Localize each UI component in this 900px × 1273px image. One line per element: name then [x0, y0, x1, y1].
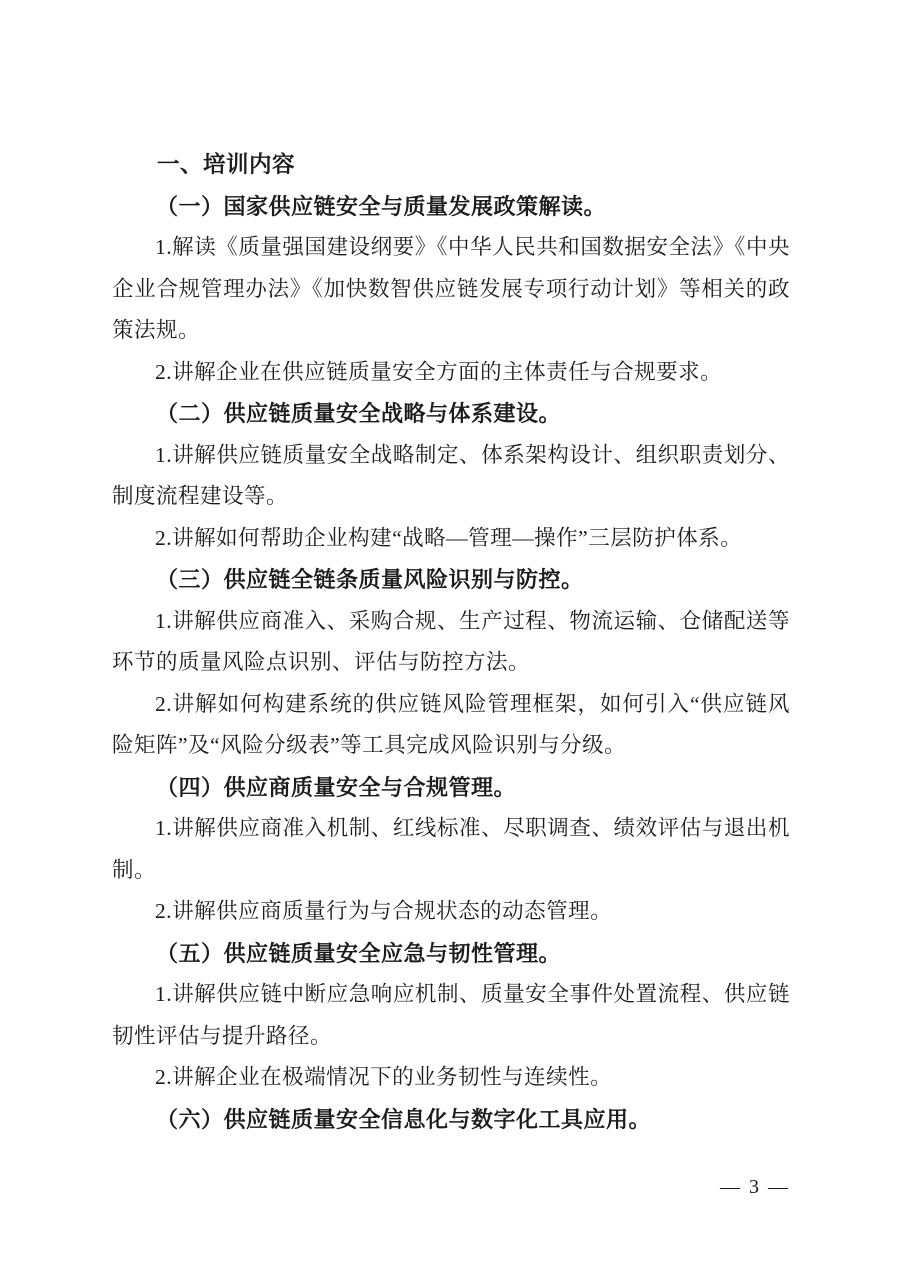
section-heading: （四）供应商质量安全与合规管理。	[156, 774, 517, 800]
section-heading: （三）供应链全链条质量风险识别与防控。	[156, 567, 584, 592]
body-paragraph: 1.解读《质量强国建设纲要》《中华人民共和国数据安全法》《中央企业合规管理办法》《加快数智供应链发展专项行动计划》等相关的政策法规。	[112, 235, 790, 342]
body-paragraph: 2.讲解企业在极端情况下的业务韧性与连续性。	[155, 1065, 613, 1089]
section-heading: （五）供应链质量安全应急与韧性管理。	[156, 940, 562, 966]
body-paragraph: 1.讲解供应链质量安全战略制定、体系架构设计、组织职责划分、制度流程建设等。	[112, 442, 790, 508]
body-paragraph: 1.讲解供应商准入、采购合规、生产过程、物流运输、仓储配送等环节的质量风险点识别、评估与防控方法。	[112, 608, 790, 674]
section-heading: （二）供应链质量安全战略与体系建设。	[156, 401, 562, 426]
body-paragraph: 2.讲解供应商质量行为与合规状态的动态管理。	[155, 899, 613, 923]
page-number: — 3 —	[720, 1176, 790, 1198]
body-paragraph: 2.讲解如何构建系统的供应链风险管理框架，如何引入“供应链风险矩阵”及“风险分级表”等工具完成风险识别与分级。	[112, 691, 790, 757]
section-heading: （六）供应链质量安全信息化与数字化工具应用。	[156, 1106, 652, 1132]
body-paragraph: 1.讲解供应商准入机制、红线标准、尽职调查、绩效评估与退出机制。	[112, 816, 790, 882]
body-paragraph: 2.讲解企业在供应链质量安全方面的主体责任与合规要求。	[155, 359, 723, 384]
document-body	[112, 144, 790, 1140]
body-paragraph: 2.讲解如何帮助企业构建“战略—管理—操作”三层防护体系。	[155, 525, 743, 550]
section-heading: （一）国家供应链安全与质量发展政策解读。	[156, 193, 607, 219]
body-paragraph: 1.讲解供应链中断应急响应机制、质量安全事件处置流程、供应链韧性评估与提升路径。	[112, 982, 790, 1048]
section-heading: 一、培训内容	[157, 152, 296, 177]
